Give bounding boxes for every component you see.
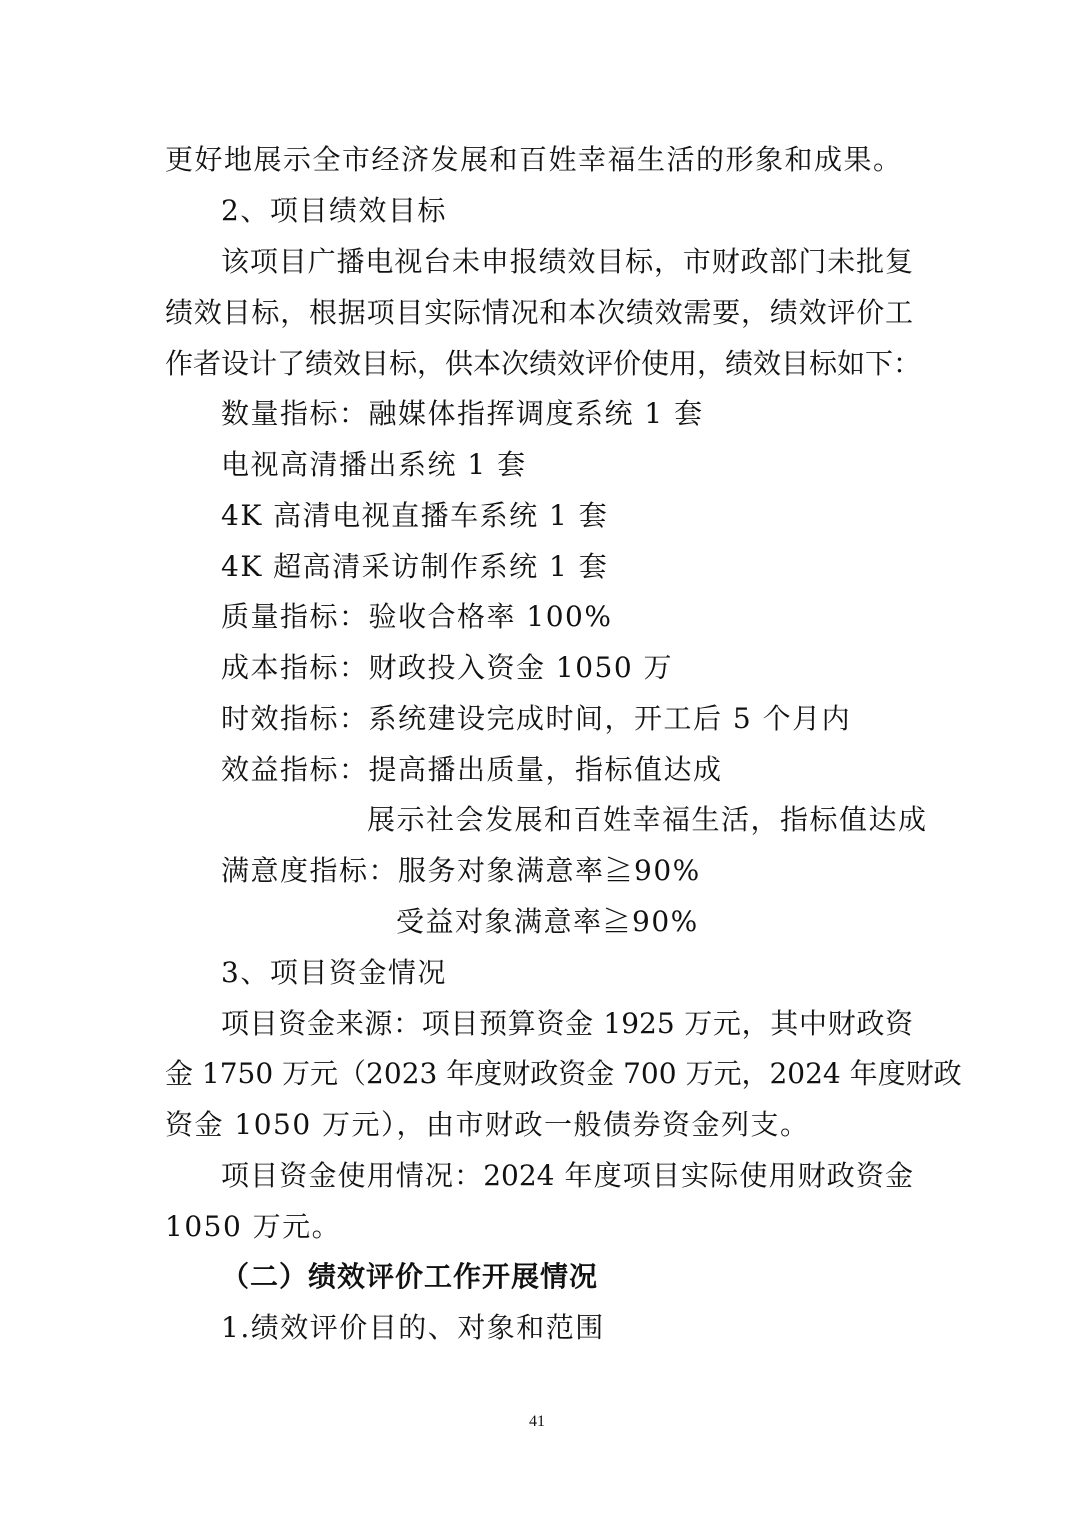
indicator-line: 数量指标：融媒体指挥调度系统 1 套	[221, 397, 704, 430]
text-line: 项目资金来源：项目预算资金 1925 万元，其中财政资	[221, 1007, 913, 1040]
text-line: 资金 1050 万元），由市财政一般债券资金列支。	[165, 1108, 810, 1141]
indicator-line: 满意度指标：服务对象满意率≧90%	[221, 854, 701, 887]
section-heading: 3、项目资金情况	[221, 956, 447, 989]
indicator-line: 展示社会发展和百姓幸福生活，指标值达成	[367, 803, 928, 836]
indicator-line: 效益指标：提高播出质量，指标值达成	[221, 753, 723, 786]
text-line: 金 1750 万元（2023 年度财政资金 700 万元，2024 年度财政	[165, 1057, 962, 1090]
subsection-title: 1.绩效评价目的、对象和范围	[221, 1311, 605, 1344]
indicator-line: 质量指标：验收合格率 100%	[221, 600, 613, 633]
indicator-line: 4K 高清电视直播车系统 1 套	[221, 499, 609, 532]
indicator-line: 电视高清播出系统 1 套	[221, 448, 527, 481]
indicator-line: 受益对象满意率≧90%	[396, 905, 699, 938]
page-number: 41	[529, 1413, 545, 1430]
text-line: 1050 万元。	[165, 1210, 342, 1243]
indicator-line: 4K 超高清采访制作系统 1 套	[221, 550, 609, 583]
text-line: 项目资金使用情况：2024 年度项目实际使用财政资金	[221, 1159, 913, 1192]
text-line: 更好地展示全市经济发展和百姓幸福生活的形象和成果。	[165, 143, 903, 176]
section-heading: 2、项目绩效目标	[221, 194, 447, 227]
indicator-line: 成本指标：财政投入资金 1050 万	[221, 651, 674, 684]
text-line: 绩效目标，根据项目实际情况和本次绩效需要，绩效评价工	[165, 296, 913, 329]
text-line: 该项目广播电视台未申报绩效目标，市财政部门未批复	[221, 245, 913, 278]
subsection-heading: （二）绩效评价工作开展情况	[221, 1260, 599, 1293]
indicator-line: 时效指标：系统建设完成时间，开工后 5 个月内	[221, 702, 852, 735]
text-line: 作者设计了绩效目标，供本次绩效评价使用，绩效目标如下：	[165, 347, 922, 380]
